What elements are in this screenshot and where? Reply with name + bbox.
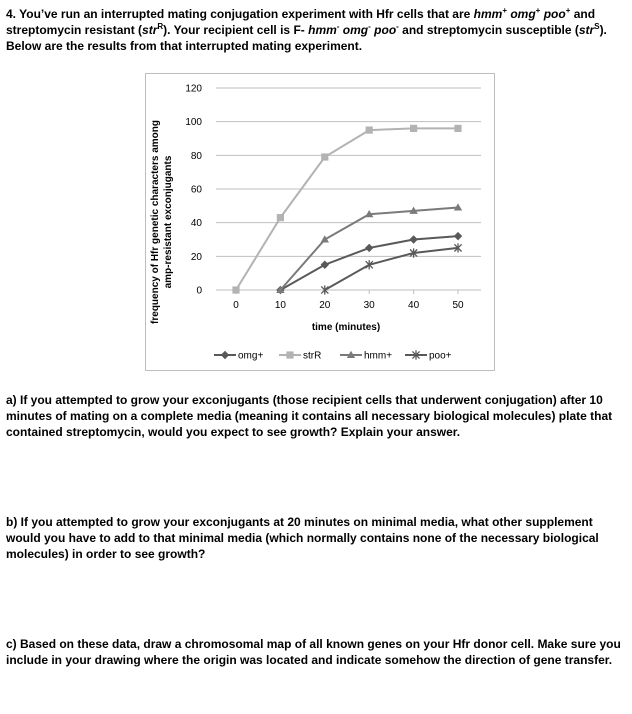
gene-hmm: hmm bbox=[473, 7, 503, 21]
gene-poo: poo bbox=[543, 7, 566, 21]
chart-frame bbox=[145, 73, 495, 371]
gene-str-sup: R bbox=[157, 22, 164, 31]
x-tick-label-20: 20 bbox=[319, 300, 331, 311]
intro-text: ). Below are the results from that interrupted mating experiment. bbox=[6, 23, 607, 53]
legend bbox=[214, 350, 452, 361]
y-tick-label-40: 40 bbox=[190, 218, 202, 230]
x-tick-label-10: 10 bbox=[274, 300, 286, 311]
x-tick-label-30: 30 bbox=[363, 300, 375, 311]
data-point-omg-plus bbox=[409, 235, 417, 243]
gene-str-sup: S bbox=[594, 22, 600, 31]
data-point-omg-plus bbox=[321, 261, 329, 269]
legend-swatch-marker bbox=[221, 351, 229, 359]
gene-poo: poo bbox=[374, 23, 397, 37]
gene-omg: omg bbox=[342, 23, 369, 37]
y-tick-label-120: 120 bbox=[185, 83, 202, 95]
data-point-omg-plus bbox=[454, 232, 462, 240]
question-part-a: a) If you attempted to grow your exconjugants (those recipient cells that underwent conjugation) after 10 minutes of mating on a complete media (meaning it contains all necessary biological molecules) plate that contained streptomycin, would you expect to see growth? Explain your answer. bbox=[6, 393, 613, 439]
series-poo-plus bbox=[321, 243, 461, 294]
gene-omg: omg bbox=[510, 7, 536, 21]
question-part-b: b) If you attempted to grow your exconjugants at 20 minutes on minimal media, what other supplement would you have to add to that minimal media (which normally contains none of the necessary biological molecules) in order to see growth? bbox=[6, 515, 599, 561]
x-tick-label-0: 0 bbox=[233, 300, 239, 311]
gene-str: str bbox=[578, 23, 595, 37]
y-tick-label-20: 20 bbox=[190, 251, 202, 263]
y-tick-label-60: 60 bbox=[190, 184, 202, 196]
data-point-strr bbox=[321, 153, 328, 160]
data-point-strr bbox=[232, 286, 239, 293]
question-intro bbox=[6, 6, 622, 54]
legend-label-strr: strR bbox=[303, 350, 322, 362]
gene-hmm-sup: + bbox=[502, 6, 507, 15]
y-axis-ticks bbox=[185, 84, 202, 297]
gene-omg-sup: - bbox=[368, 22, 371, 31]
data-point-strr bbox=[410, 125, 417, 132]
line-chart bbox=[146, 74, 494, 370]
x-axis-ticks bbox=[233, 290, 464, 311]
x-tick-label-50: 50 bbox=[452, 300, 464, 311]
series-group bbox=[232, 125, 462, 295]
data-point-strr bbox=[277, 214, 284, 221]
question-part-c: c) Based on these data, draw a chromosomal map of all known genes on your Hfr donor cell. Make sure you include in your drawing where the origin was located and indicate somehow the direction of gene transfer. bbox=[6, 637, 621, 667]
x-axis-title: time (minutes) bbox=[311, 322, 381, 333]
intro-text: and streptomycin resistant ( bbox=[6, 7, 596, 37]
legend-item-strr bbox=[279, 351, 321, 362]
gene-str: str bbox=[142, 23, 158, 37]
intro-text: 4. You’ve run an interrupted mating conjugation experiment with Hfr cells that are bbox=[6, 7, 474, 21]
data-point-omg-plus bbox=[365, 244, 373, 252]
gene-hmm-sup: - bbox=[336, 22, 340, 31]
y-axis-title-line2: amp-resistant exconjugants bbox=[163, 155, 174, 289]
gene-poo-sup: + bbox=[565, 6, 571, 15]
legend-label-hmm-plus: hmm+ bbox=[364, 350, 393, 362]
legend-item-omg-plus bbox=[214, 351, 263, 362]
y-axis-title-line1: frequency of Hfr genetic characters among bbox=[150, 120, 161, 324]
data-point-strr bbox=[454, 125, 461, 132]
intro-text: and streptomycin susceptible ( bbox=[398, 23, 579, 37]
legend-item-hmm-plus bbox=[340, 351, 392, 362]
intro-text: ). Your recipient cell is F- bbox=[163, 23, 309, 37]
legend-swatch-marker bbox=[286, 351, 293, 358]
legend-label-poo-plus: poo+ bbox=[429, 350, 452, 362]
gene-omg-sup: + bbox=[535, 6, 541, 15]
y-tick-label-80: 80 bbox=[190, 150, 202, 162]
y-tick-label-0: 0 bbox=[196, 285, 202, 297]
series-line-poo-plus bbox=[325, 248, 458, 290]
legend-label-omg-plus: omg+ bbox=[238, 350, 264, 362]
gene-poo-sup: - bbox=[396, 22, 399, 31]
x-tick-label-40: 40 bbox=[408, 300, 420, 311]
legend-item-poo-plus bbox=[405, 350, 452, 361]
data-point-strr bbox=[366, 126, 373, 133]
gene-hmm: hmm bbox=[308, 23, 337, 37]
y-tick-label-100: 100 bbox=[185, 117, 202, 129]
